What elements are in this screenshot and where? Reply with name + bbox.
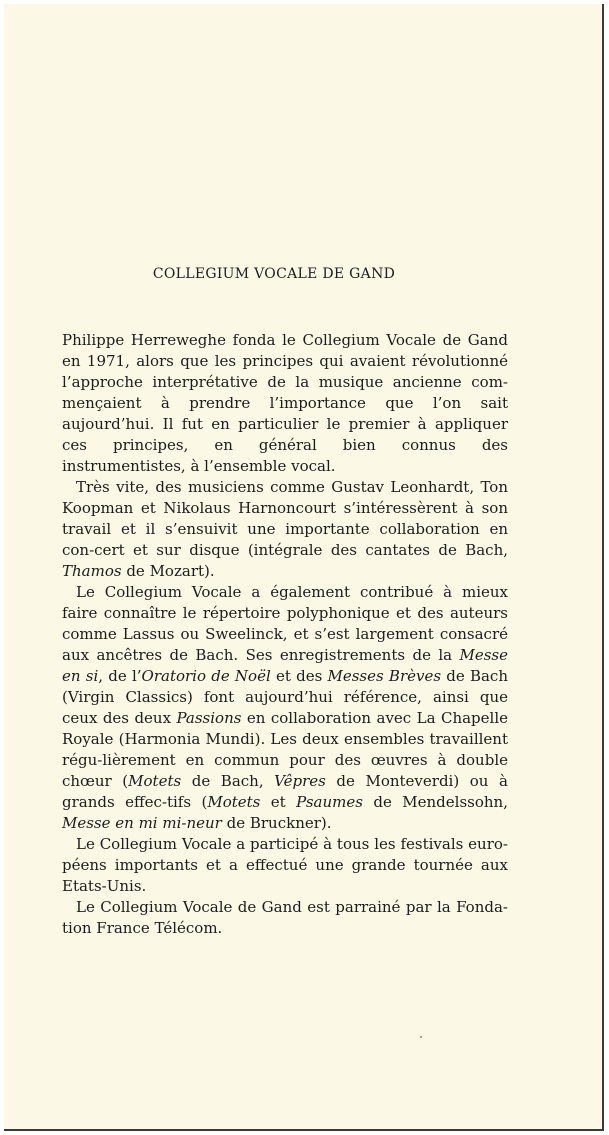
text-run: de Mozart). <box>121 562 215 580</box>
italic-title: Messes Brèves <box>327 667 442 685</box>
paper-speck <box>420 1036 422 1038</box>
paragraph <box>62 897 508 939</box>
body-text <box>62 330 508 939</box>
text-run: , de l’ <box>98 667 142 685</box>
italic-title: Motets <box>207 793 261 811</box>
italic-title: Messe en mi mi-neur <box>62 814 222 832</box>
text-run: de Bruckner). <box>221 814 332 832</box>
text-run: de Mendelssohn, <box>362 793 508 811</box>
text-run: de Bach (Virgin Classics) font aujourd’hui référence, ainsi que ceux des deux <box>62 667 508 727</box>
document-page <box>4 4 604 1131</box>
text-run: Le Collegium Vocale a également contribué à mieux faire connaître le répertoire polyphonique et des auteurs comme Lassus ou Sweelinck, et s’est largement consacré aux ancêtres de Bach. Ses enregistrements de la <box>62 583 508 664</box>
italic-title: Oratorio de Noël <box>141 667 271 685</box>
text-run: de Monteverdi) ou à grands effec-tifs ( <box>62 772 508 811</box>
paragraph <box>62 330 508 477</box>
text-run: Très vite, des musiciens comme Gustav Leonhardt, Ton Koopman et Nikolaus Harnoncourt s’intéressèrent à son travail et il s’ensuivit une importante collaboration en con-cert et sur disque (intégrale des cantates de Bach, <box>62 478 508 559</box>
text-run: et <box>260 793 297 811</box>
page-heading: COLLEGIUM VOCALE DE GAND <box>152 266 396 282</box>
text-run: de Bach, <box>181 772 275 790</box>
italic-title: Messe en si <box>62 646 508 685</box>
paragraph <box>62 582 508 834</box>
italic-title: Thamos <box>62 562 122 580</box>
italic-title: Vêpres <box>274 772 326 790</box>
paragraph <box>62 834 508 897</box>
italic-title: Psaumes <box>296 793 363 811</box>
text-run: Le Collegium Vocale a participé à tous les festivals euro-péens importants et a effectué une grande tournée aux Etats-Unis. <box>62 835 508 895</box>
text-run: et des <box>270 667 328 685</box>
text-run: Philippe Herreweghe fonda le Collegium Vocale de Gand en 1971, alors que les principes qui avaient révolutionné l’approche interprétative de la musique ancienne com-mençaient à prendre l’importance que l’on sait aujourd’hui. Il fut en particulier le premier à appliquer ces principes, en général bien connus des instrumentistes, à l’ensemble vocal. <box>62 331 508 475</box>
italic-title: Motets <box>128 772 182 790</box>
italic-title: Passions <box>176 709 242 727</box>
paragraph <box>62 477 508 582</box>
text-run: en collaboration avec La Chapelle Royale (Harmonia Mundi). Les deux ensembles travaillent régu-lièrement en commun pour des œuvres à double chœur ( <box>62 709 508 790</box>
text-run: Le Collegium Vocale de Gand est parrainé par la Fonda-tion France Télécom. <box>62 898 508 937</box>
